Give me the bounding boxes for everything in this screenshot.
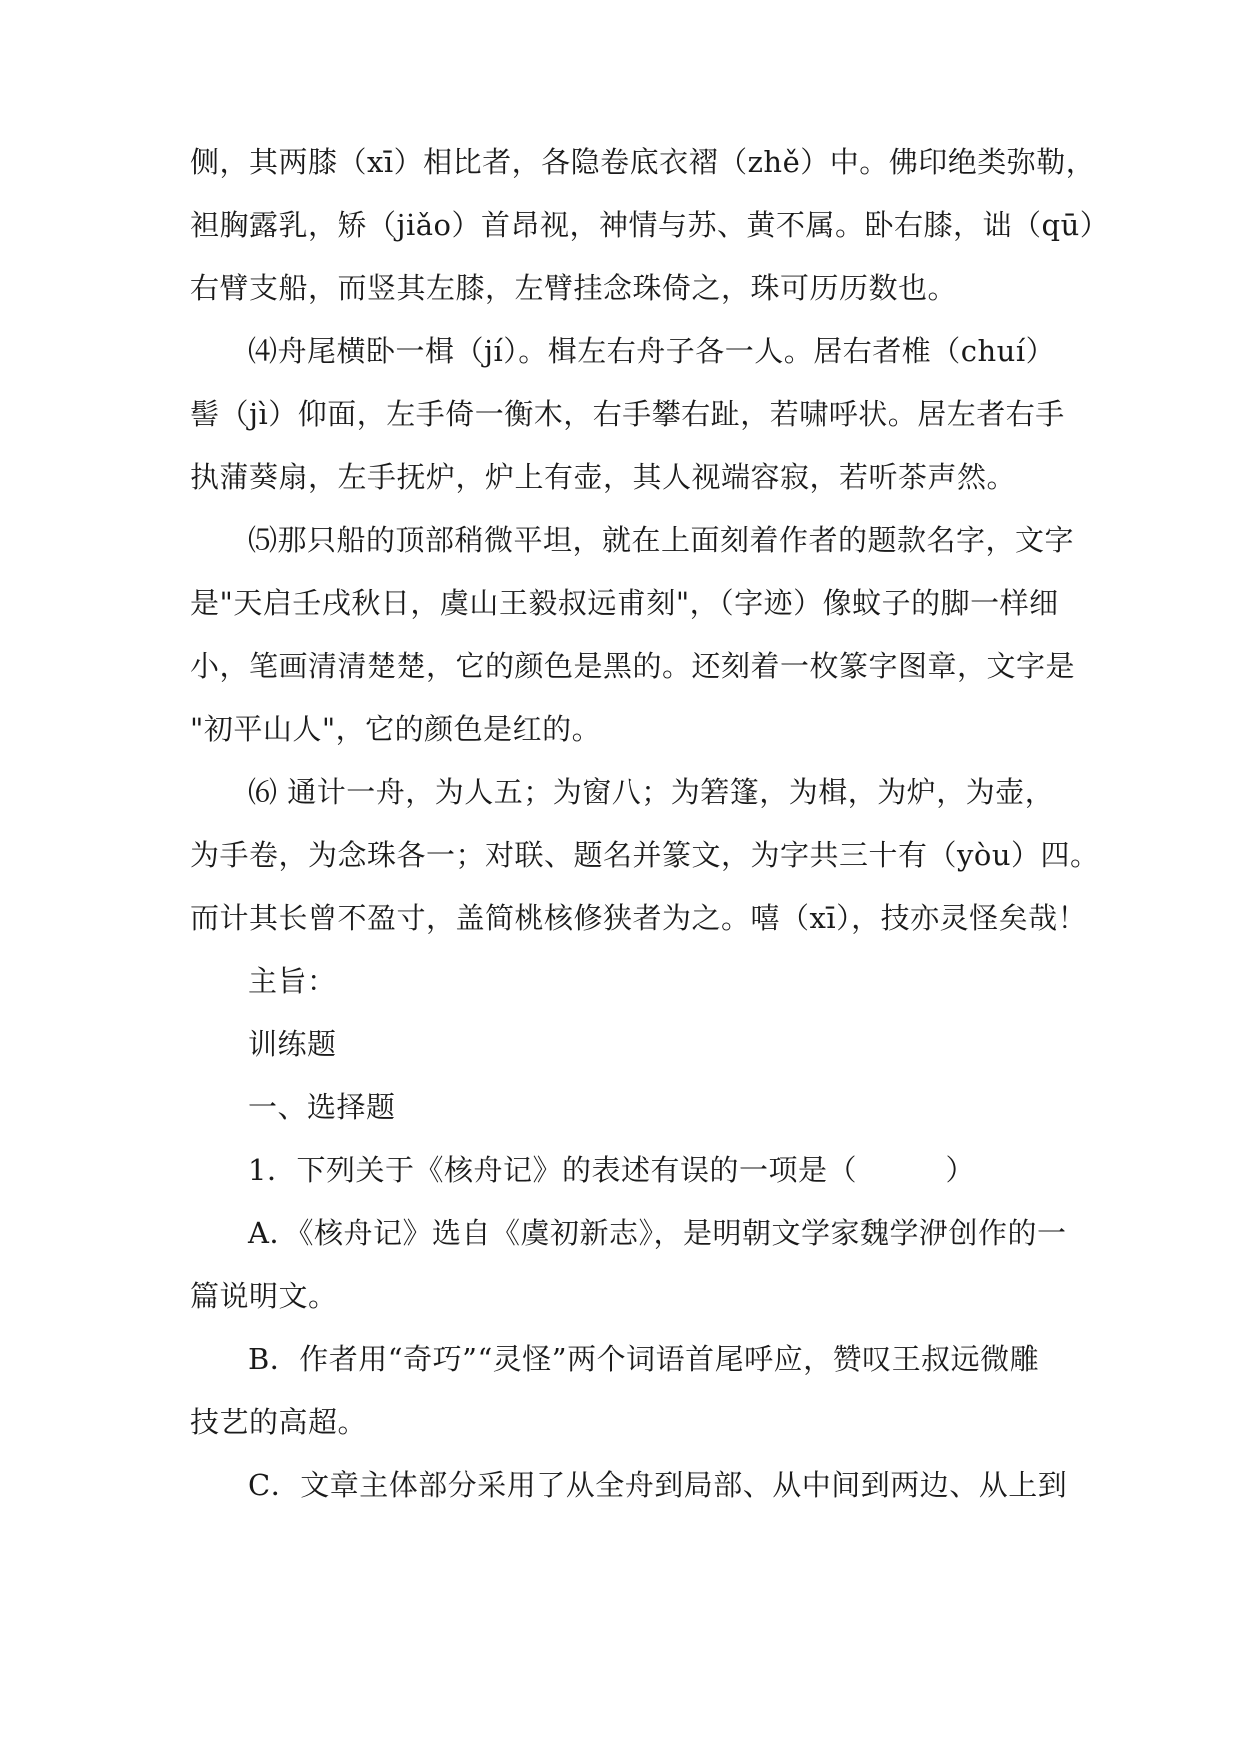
question-1: 1．下列关于《核舟记》的表述有误的一项是（ ） xyxy=(248,1153,975,1187)
section-heading-choice: 一、选择题 xyxy=(248,1090,396,1124)
option-a: A．《核舟记》选自《虞初新志》，是明朝文学家魏学洢创作的一 xyxy=(248,1216,1067,1250)
option-b-continued: 技艺的高超。 xyxy=(190,1405,368,1439)
paragraph-5-start: ⑸那只船的顶部稍微平坦，就在上面刻着作者的题款名字，文字 xyxy=(248,523,1075,557)
text-line: 小，笔画清清楚楚，它的颜色是黑的。还刻着一枚篆字图章，文字是 xyxy=(190,649,1076,683)
text-line: 髻（jì）仰面，左手倚一衡木，右手攀右趾，若啸呼状。居左者右手 xyxy=(190,397,1065,431)
exercises-heading: 训练题 xyxy=(248,1027,337,1061)
theme-heading: 主旨： xyxy=(248,964,337,998)
text-line: 右臂支船，而竖其左膝，左臂挂念珠倚之，珠可历历数也。 xyxy=(190,271,958,305)
option-b: B．作者用“奇巧”“灵怪”两个词语首尾呼应，赞叹王叔远微雕 xyxy=(248,1342,1040,1376)
paragraph-4-start: ⑷舟尾横卧一楫（jí）。楫左右舟子各一人。居右者椎（chuí） xyxy=(248,334,1056,368)
text-line: 而计其长曾不盈寸，盖简桃核修狭者为之。嘻（xī），技亦灵怪矣哉！ xyxy=(190,901,1088,935)
text-line: 为手卷，为念珠各一；对联、题名并篆文，为字共三十有（yòu）四。 xyxy=(190,838,1100,872)
option-a-continued: 篇说明文。 xyxy=(190,1279,338,1313)
text-line: 侧，其两膝（xī）相比者，各隐卷底衣褶（zhě）中。佛印绝类弥勒， xyxy=(190,145,1096,179)
text-line: 是"天启壬戌秋日，虞山王毅叔远甫刻"，（字迹）像蚊子的脚一样细 xyxy=(190,586,1059,620)
text-line: "初平山人"，它的颜色是红的。 xyxy=(190,712,602,746)
option-c: C．文章主体部分采用了从全舟到局部、从中间到两边、从上到 xyxy=(248,1468,1068,1502)
paragraph-6-start: ⑹ 通计一舟，为人五；为窗八；为箬篷，为楫，为炉，为壶， xyxy=(248,775,1055,809)
text-line: 执蒲葵扇，左手抚炉，炉上有壶，其人视端容寂，若听茶声然。 xyxy=(190,460,1017,494)
text-line: 袒胸露乳，矫（jiǎo）首昂视，神情与苏、黄不属。卧右膝，诎（qū） xyxy=(190,208,1110,242)
